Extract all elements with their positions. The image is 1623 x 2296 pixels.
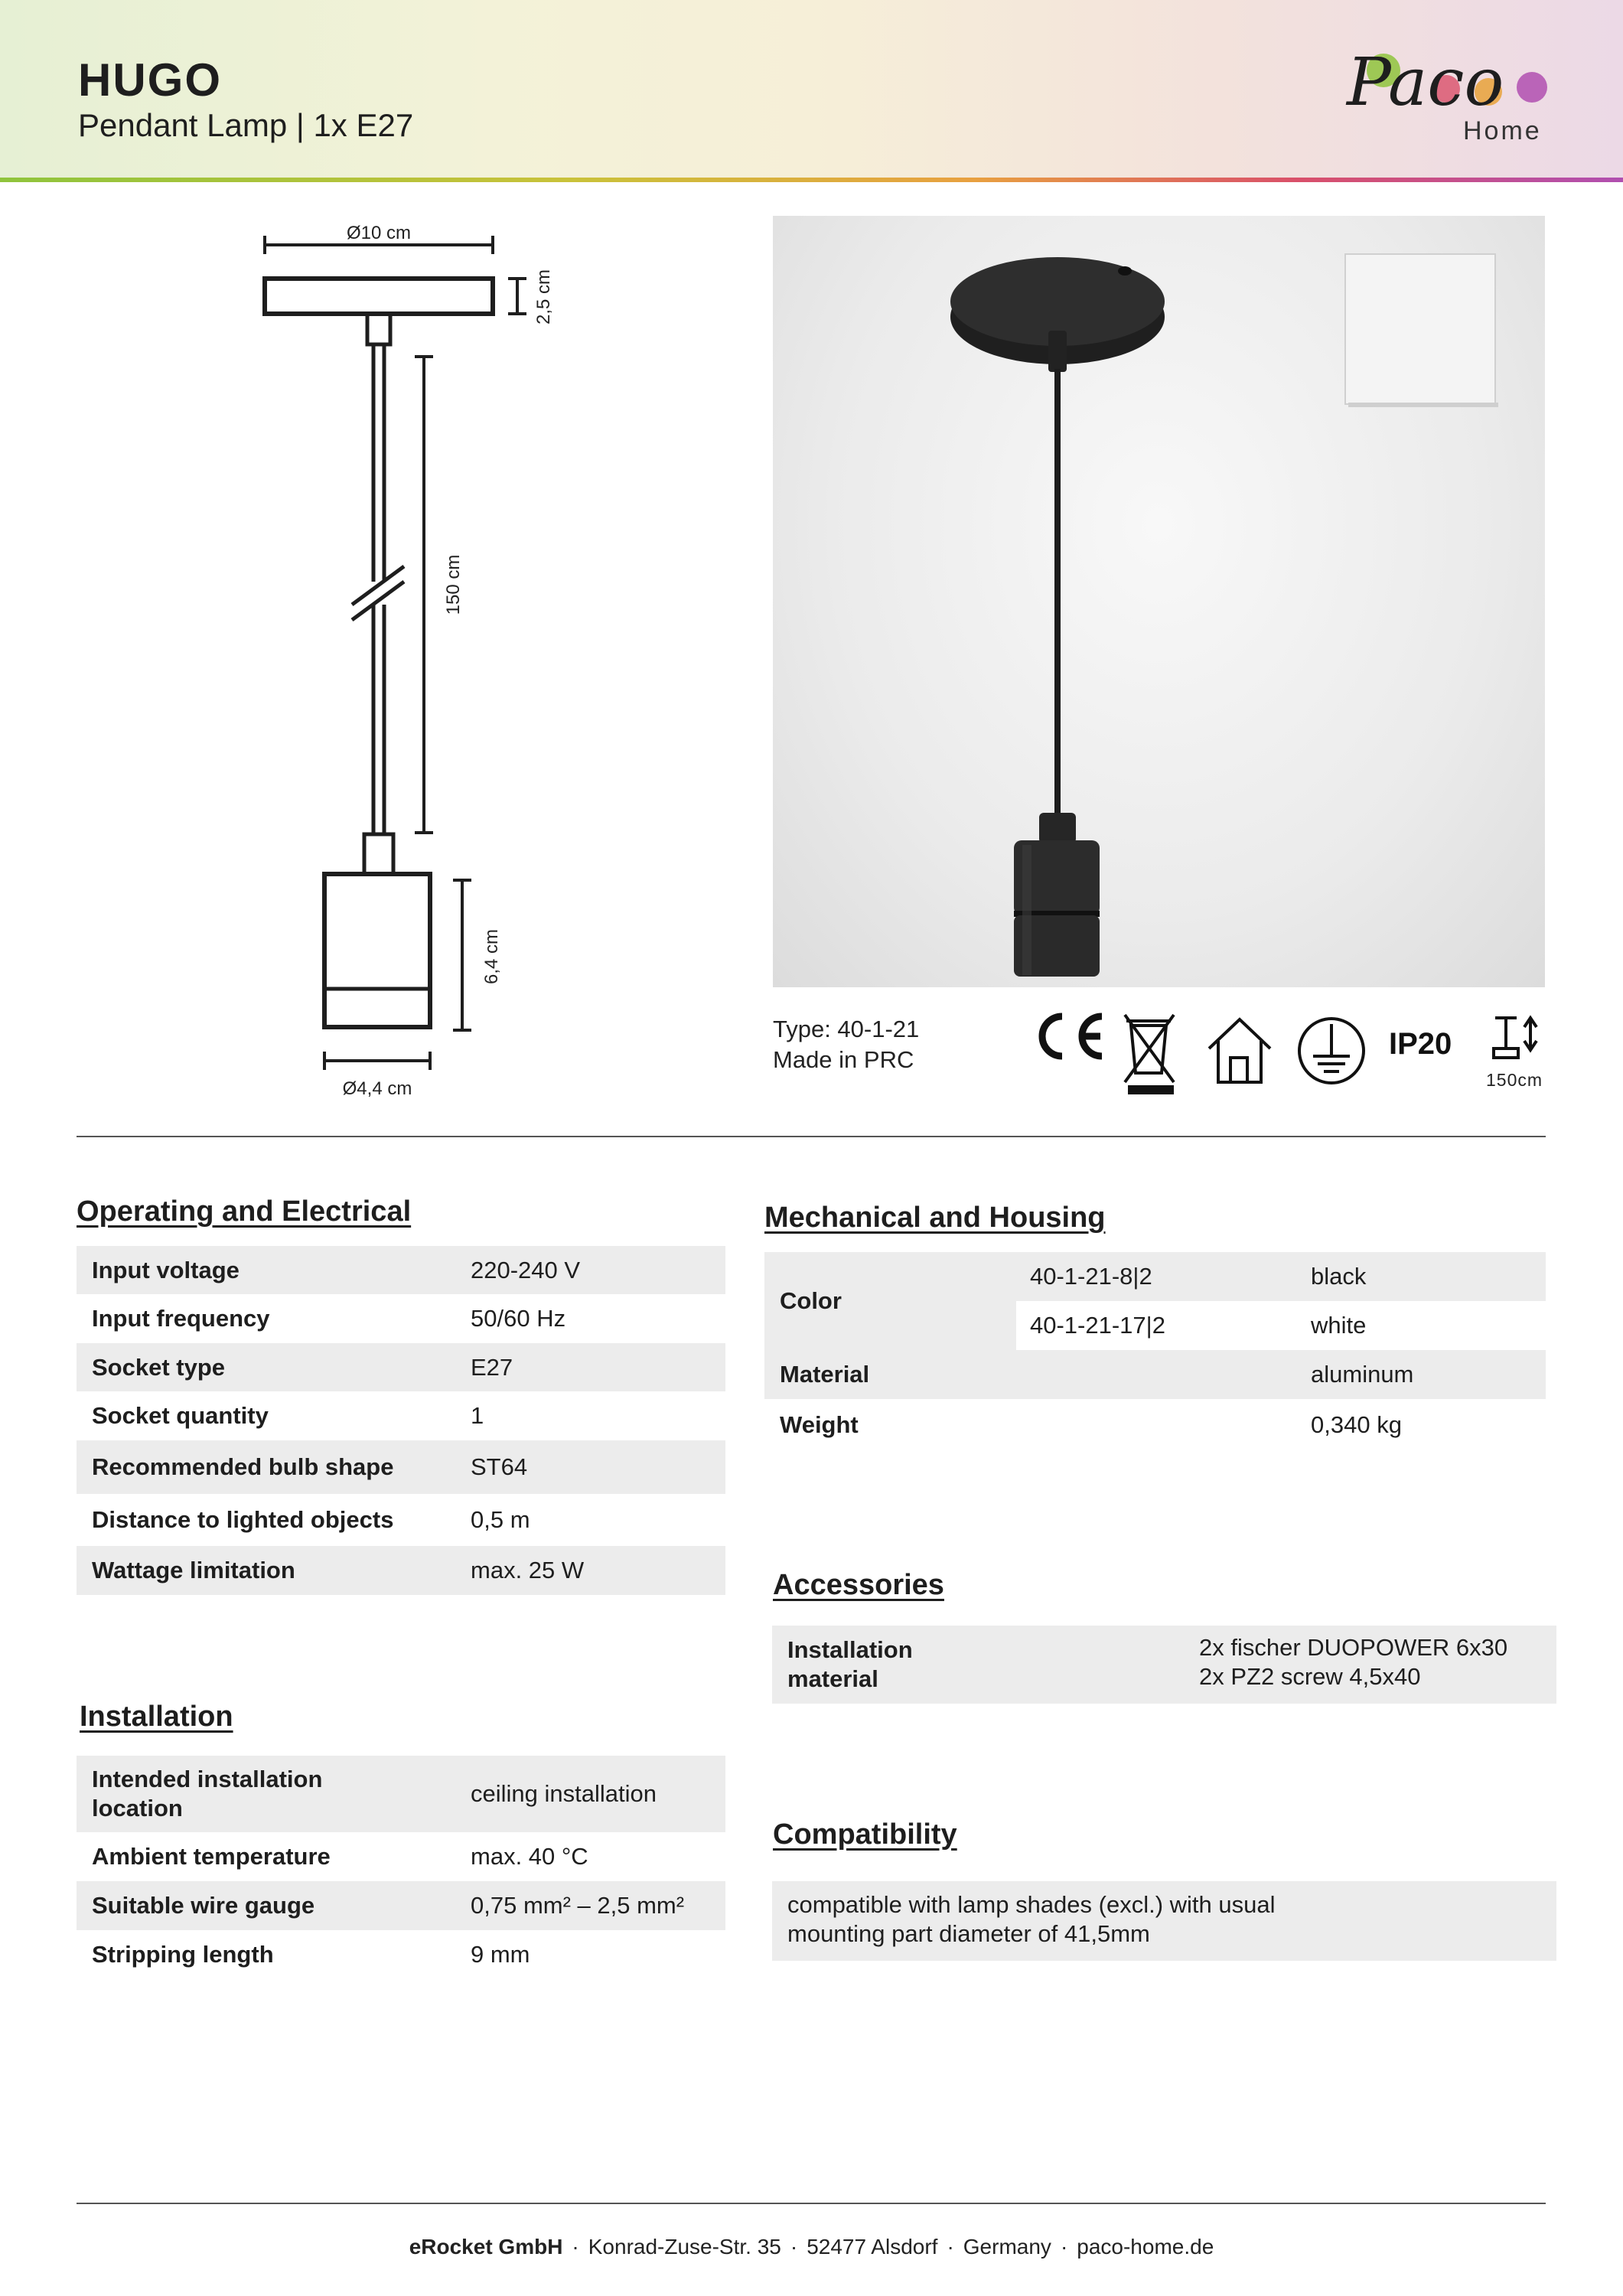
row-label: Suitable wire gauge: [92, 1892, 315, 1919]
compatibility-line1: compatible with lamp shades (excl.) with usual: [787, 1891, 1276, 1918]
accessories-section-title: Accessories: [773, 1569, 944, 1601]
table-row: [77, 1294, 725, 1343]
logo-word: Paco: [1347, 44, 1504, 121]
accessories-value-line1: 2x fischer DUOPOWER 6x30: [1199, 1634, 1508, 1661]
installation-table: [77, 1756, 725, 1978]
material-label: Material: [780, 1361, 870, 1388]
row-value: 9 mm: [471, 1941, 530, 1968]
indoor-house-icon: [1209, 1019, 1270, 1082]
paco-home-logo: [1331, 32, 1561, 147]
variant-color: black: [1311, 1263, 1367, 1290]
row-value: 0,75 mm² – 2,5 mm²: [471, 1892, 685, 1919]
row-label: Recommended bulb shape: [92, 1453, 394, 1480]
accessories-label: Installation material: [787, 1636, 913, 1692]
footer-company: eRocket GmbH: [409, 2235, 563, 2258]
table-row: [77, 1756, 725, 1832]
footer-website[interactable]: paco-home.de: [1077, 2235, 1214, 2258]
table-row: [77, 1546, 725, 1595]
weight-value: 0,340 kg: [1311, 1411, 1402, 1438]
row-label: Distance to lighted objects: [92, 1506, 394, 1533]
footer: eRocket GmbH · Konrad-Zuse-Str. 35 · 52477 Alsdorf · Germany · paco-home.de: [409, 2235, 1214, 2258]
cable-length-badge: 150cm: [1486, 1070, 1543, 1090]
table-row: [764, 1399, 1546, 1451]
logo-sub: Home: [1463, 116, 1542, 145]
color-label: Color: [780, 1287, 842, 1314]
variant-color: white: [1311, 1312, 1367, 1339]
table-row: [77, 1343, 725, 1391]
compatibility-row: [772, 1881, 1556, 1961]
installation-section-title: Installation: [80, 1701, 233, 1733]
row-label: Socket type: [92, 1353, 226, 1381]
table-row: [77, 1391, 725, 1440]
row-label: Wattage limitation: [92, 1557, 295, 1583]
row-value: 1: [471, 1402, 484, 1429]
row-label: Socket quantity: [92, 1402, 269, 1429]
mechanical-table: [764, 1252, 1546, 1451]
row-label: Input voltage: [92, 1256, 240, 1283]
row-value: 50/60 Hz: [471, 1305, 566, 1332]
operating-table: [77, 1246, 725, 1596]
technical-drawing: [230, 214, 582, 1110]
row-label: Stripping length: [92, 1941, 274, 1968]
weee-bar: [1128, 1085, 1174, 1094]
certification-icons: [1025, 1003, 1561, 1102]
protection-class-earth-icon: [1299, 1019, 1364, 1083]
row-label: Intended installation location: [92, 1766, 323, 1821]
table-row: [77, 1440, 725, 1494]
ce-mark-icon: [1042, 1016, 1102, 1056]
weee-bin-icon: [1125, 1015, 1174, 1082]
type-line: Type: 40-1-21: [773, 1016, 920, 1042]
dim-socket-height: 6,4 cm: [481, 928, 502, 985]
table-row: [77, 1832, 725, 1881]
table-row: [77, 1246, 725, 1294]
row-value: ST64: [471, 1453, 528, 1480]
dim-canopy-height: 2,5 cm: [533, 269, 554, 325]
operating-section-title: Operating and Electrical: [77, 1195, 412, 1228]
accessories-table: [772, 1626, 1556, 1704]
dim-socket-diameter: Ø4,4 cm: [342, 1078, 412, 1099]
table-row: [772, 1626, 1556, 1704]
compatibility-line2: mounting part diameter of 41,5mm: [787, 1920, 1150, 1947]
variant-code: 40-1-21-8|2: [1030, 1263, 1152, 1290]
row-label: Input frequency: [92, 1305, 270, 1332]
table-row: [1016, 1301, 1546, 1350]
section-divider: [77, 1136, 1546, 1137]
row-value: 0,5 m: [471, 1506, 530, 1533]
header-accent-bar: [0, 178, 1623, 182]
table-row: [1016, 1252, 1546, 1301]
row-value: E27: [471, 1353, 513, 1381]
material-value: aluminum: [1311, 1361, 1414, 1388]
product-title: HUGO: [78, 54, 222, 106]
product-photo: [773, 216, 1545, 987]
weight-label: Weight: [780, 1411, 859, 1438]
origin-line: Made in PRC: [773, 1046, 914, 1073]
row-value: max. 25 W: [471, 1557, 585, 1583]
compatibility-box: [772, 1881, 1556, 1961]
dim-canopy-diameter: Ø10 cm: [346, 223, 412, 243]
color-label-cell: [764, 1252, 1016, 1350]
table-row: [764, 1350, 1546, 1399]
height-adjust-icon: [1494, 1018, 1537, 1058]
table-row: [77, 1881, 725, 1930]
footer-city: 52477 Alsdorf: [807, 2235, 938, 2258]
row-value: 220-240 V: [471, 1256, 581, 1283]
footer-street: Konrad-Zuse-Str. 35: [588, 2235, 781, 2258]
accessories-value-line2: 2x PZ2 screw 4,5x40: [1199, 1663, 1421, 1690]
dim-cable-length: 150 cm: [443, 554, 464, 615]
type-info: [773, 1014, 919, 1075]
row-label: Ambient temperature: [92, 1843, 331, 1870]
table-row: [77, 1930, 725, 1979]
table-row: [77, 1494, 725, 1546]
ip-rating: IP20: [1389, 1027, 1452, 1061]
footer-divider: [77, 2203, 1546, 2204]
product-subtitle: Pendant Lamp | 1x E27: [78, 107, 414, 143]
row-value: ceiling installation: [471, 1780, 657, 1807]
row-value: max. 40 °C: [471, 1843, 588, 1870]
mechanical-section-title: Mechanical and Housing: [764, 1202, 1106, 1234]
compatibility-section-title: Compatibility: [773, 1818, 957, 1851]
variant-code: 40-1-21-17|2: [1030, 1312, 1165, 1339]
footer-country: Germany: [963, 2235, 1051, 2258]
